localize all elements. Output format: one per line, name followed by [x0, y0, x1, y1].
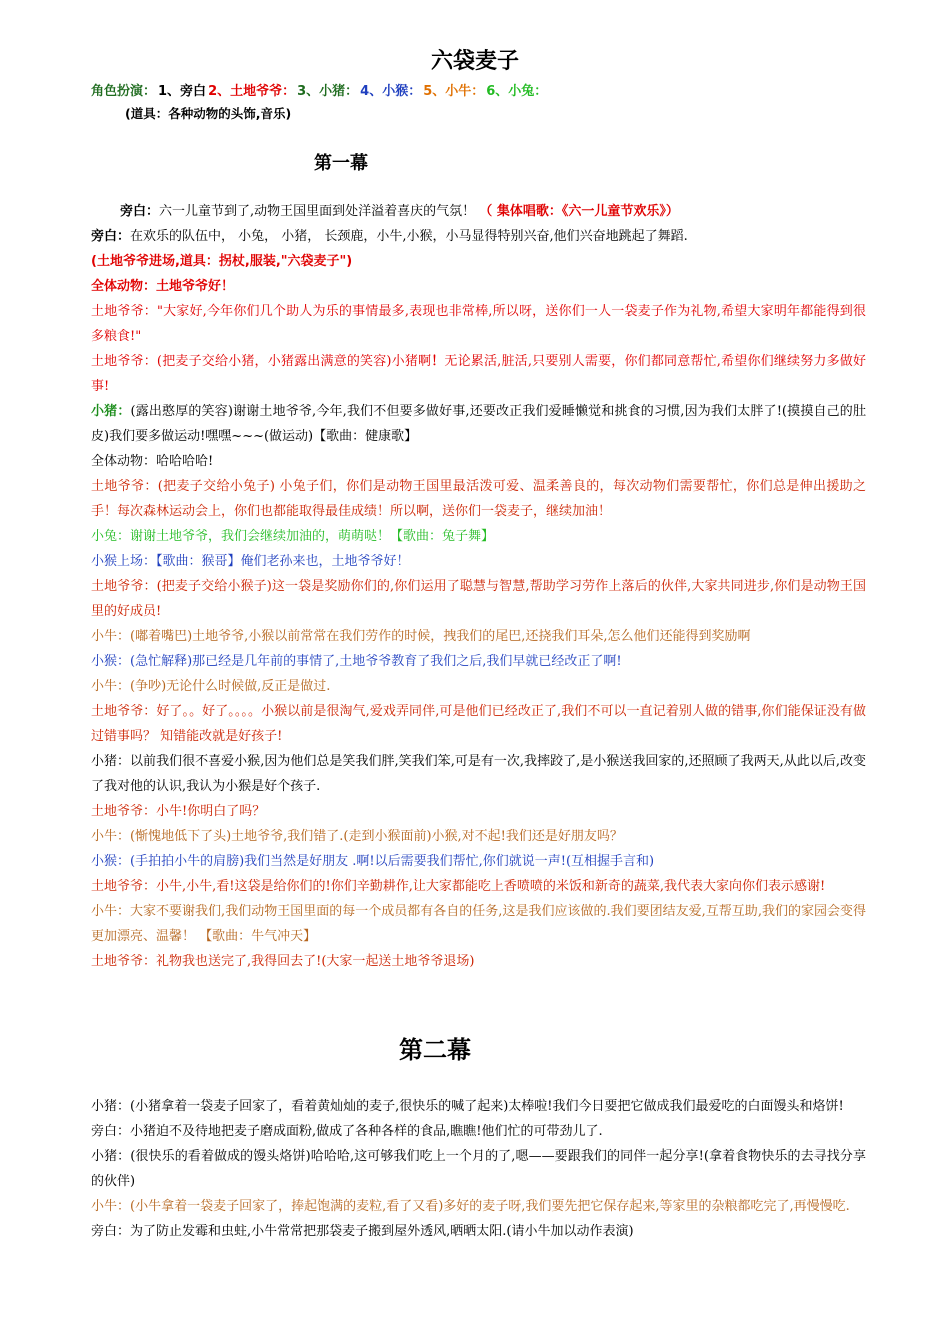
script-line: 全体动物：土地爷爷好！: [91, 279, 235, 294]
act-two-heading: 第二幕: [399, 1036, 471, 1064]
script-line: 小牛：(嘟着嘴巴)土地爷爷,小猴以前常常在我们劳作的时候，拽我们的尾巴,还挠我们耳朵,怎么他们还能得到奖励啊: [91, 629, 751, 644]
script-line: 小猴：(急忙解释)那已经是几年前的事情了,土地爷爷教育了我们之后,我们早就已经改正了啊!: [91, 654, 622, 669]
line-text: 无论累活,脏活,只要别人需要，你们都同意帮忙,希望你们继续努力多做好事!: [91, 354, 866, 394]
role-narrator: 1、旁白: [158, 84, 207, 99]
speaker-label: 旁白：: [91, 229, 131, 244]
role-grandpa: 2、土地爷爷：: [208, 84, 296, 99]
script-line: 小牛：大家不要谢我们,我们动物王国里面的每一个成员都有各自的任务,这是我们应该做的.我们要团结友爱,互帮互助,我们的家园会变得更加漂亮、温馨！ 【歌曲：牛气冲天】: [91, 904, 866, 944]
document-title: 六袋麦子: [430, 49, 519, 74]
line-text: ！: [431, 354, 445, 369]
script-line: 土地爷爷：(把麦子交给小兔子) 小兔子们，你们是动物王国里最活泼可爱、温柔善良的，每次动物们需要帮忙，你们总是伸出援助之手！每次森林运动会上，你们也都能取得最佳成绩！所以啊，送你们一袋麦子，继续加油！: [91, 479, 866, 519]
act-one-script: [91, 199, 866, 974]
song-cue: （ 集体唱歌：《六一儿童节欢乐》）: [479, 204, 679, 219]
script-line: 小猴上场：【歌曲：猴哥】俺们老孙来也，土地爷爷好！: [91, 554, 410, 569]
script-line: [91, 224, 866, 249]
role-rabbit: 6、小兔：: [486, 84, 548, 99]
script-line: 土地爷爷：小牛,小牛,看!这袋是给你们的!你们辛勤耕作,让大家都能吃上香喷喷的米饭和新奇的蔬菜,我代表大家向你们表示感谢!: [91, 879, 826, 894]
role-prefix: 角色扮演：: [91, 84, 157, 99]
script-line: [91, 349, 866, 399]
speaker-label: 小猪：: [91, 404, 131, 419]
line-text: 六一儿童节到了,动物王国里面到处洋溢着喜庆的气氛！: [159, 204, 476, 219]
script-line: 小猪：(很快乐的看着做成的馒头烙饼)哈哈哈,这可够我们吃上一个月的了,嗯——要跟我们的同伴一起分享!(拿着食物快乐的去寻找分享的伙伴): [91, 1149, 866, 1189]
script-line: 土地爷爷：好了。。好了。。。。小猴以前是很淘气,爱戏弄同伴,可是他们已经改正了,我们不可以一直记着别人做的错事,你们能保证没有做过错事吗？ 知错能改就是好孩子!: [91, 704, 866, 744]
role-ox: 5、小牛：: [423, 84, 485, 99]
line-text: 在欢乐的队伍中， 小兔， 小猪， 长颈鹿，小牛,小猴，小马显得特别兴奋,他们兴奋地跳起了舞蹈.: [130, 229, 688, 244]
script-line: 小牛：(争吵)无论什么时候做,反正是做过.: [91, 679, 331, 694]
role-pig: 3、小猪：: [297, 84, 359, 99]
script-line: 旁白：小猪迫不及待地把麦子磨成面粉,做成了各种各样的食品,瞧瞧!他们忙的可带劲儿了.: [91, 1124, 603, 1139]
script-line: 全体动物：哈哈哈哈!: [91, 454, 214, 469]
line-text: 土地爷爷：(把麦子交给小猪，小猪露出满意的笑容)小猪啊: [91, 354, 432, 369]
props-note: (道具：各种动物的头饰,音乐): [125, 106, 292, 121]
act-one-heading: 第一幕: [314, 153, 368, 174]
script-line: 旁白：为了防止发霉和虫蛀,小牛常常把那袋麦子搬到屋外透风,晒晒太阳.(请小牛加以动作表演): [91, 1224, 634, 1239]
script-line: 小猪：(小猪拿着一袋麦子回家了，看着黄灿灿的麦子,很快乐的喊了起来)太棒啦!我们今日要把它做成我们最爱吃的白面馒头和烙饼!: [91, 1099, 844, 1114]
script-line: 小猴：(手拍拍小牛的肩膀)我们当然是好朋友 .啊!以后需要我们帮忙,你们就说一声!(互相握手言和): [91, 854, 655, 869]
script-line: 小兔：谢谢土地爷爷，我们会继续加油的，萌萌哒！【歌曲：兔子舞】: [91, 529, 495, 544]
line-text: (露出憨厚的笑容)谢谢土地爷爷,今年,我们不但要多做好事,还要改正我们爱睡懒觉和挑食的习惯,因为我们太胖了!(摸摸自己的肚皮)我们要多做运动!嘿嘿~~~(做运动)【歌曲：健康歌】: [91, 404, 866, 444]
script-line: 小猪：以前我们很不喜爱小猴,因为他们总是笑我们胖,笑我们笨,可是有一次,我摔跤了,是小猴送我回家的,还照顾了我两天,从此以后,改变了我对他的认识,我认为小猴是好个孩子.: [91, 754, 866, 794]
script-line: 小牛：(小牛拿着一袋麦子回家了，捧起饱满的麦粒,看了又看)多好的麦子呀,我们要先把它保存起来,等家里的杂粮都吃完了,再慢慢吃.: [91, 1199, 850, 1214]
script-line: 土地爷爷：小牛!你明白了吗？: [91, 804, 266, 819]
script-line: 土地爷爷：礼物我也送完了,我得回去了!(大家一起送土地爷爷退场): [91, 954, 475, 969]
role-monkey: 4、小猴：: [360, 84, 422, 99]
role-list: [91, 80, 549, 99]
speaker-label: 旁白：: [120, 204, 160, 219]
stage-direction: (土地爷爷进场,道具：拐杖,服装,"六袋麦子"): [91, 254, 353, 269]
script-line: 小牛：(惭愧地低下了头)土地爷爷,我们错了.(走到小猴面前)小猴,对不起!我们还是好朋友吗？: [91, 829, 623, 844]
script-line: 土地爷爷：(把麦子交给小猴子)这一袋是奖励你们的,你们运用了聪慧与智慧,帮助学习劳作上落后的伙伴,大家共同进步,你们是动物王国里的好成员!: [91, 579, 866, 619]
act-two-script: [91, 1094, 866, 1244]
script-line: [91, 199, 866, 224]
script-line: [91, 399, 866, 449]
script-line: 土地爷爷："大家好,今年你们几个助人为乐的事情最多,表现也非常棒,所以呀，送你们一人一袋麦子作为礼物,希望大家明年都能得到很多粮食!": [91, 304, 866, 344]
